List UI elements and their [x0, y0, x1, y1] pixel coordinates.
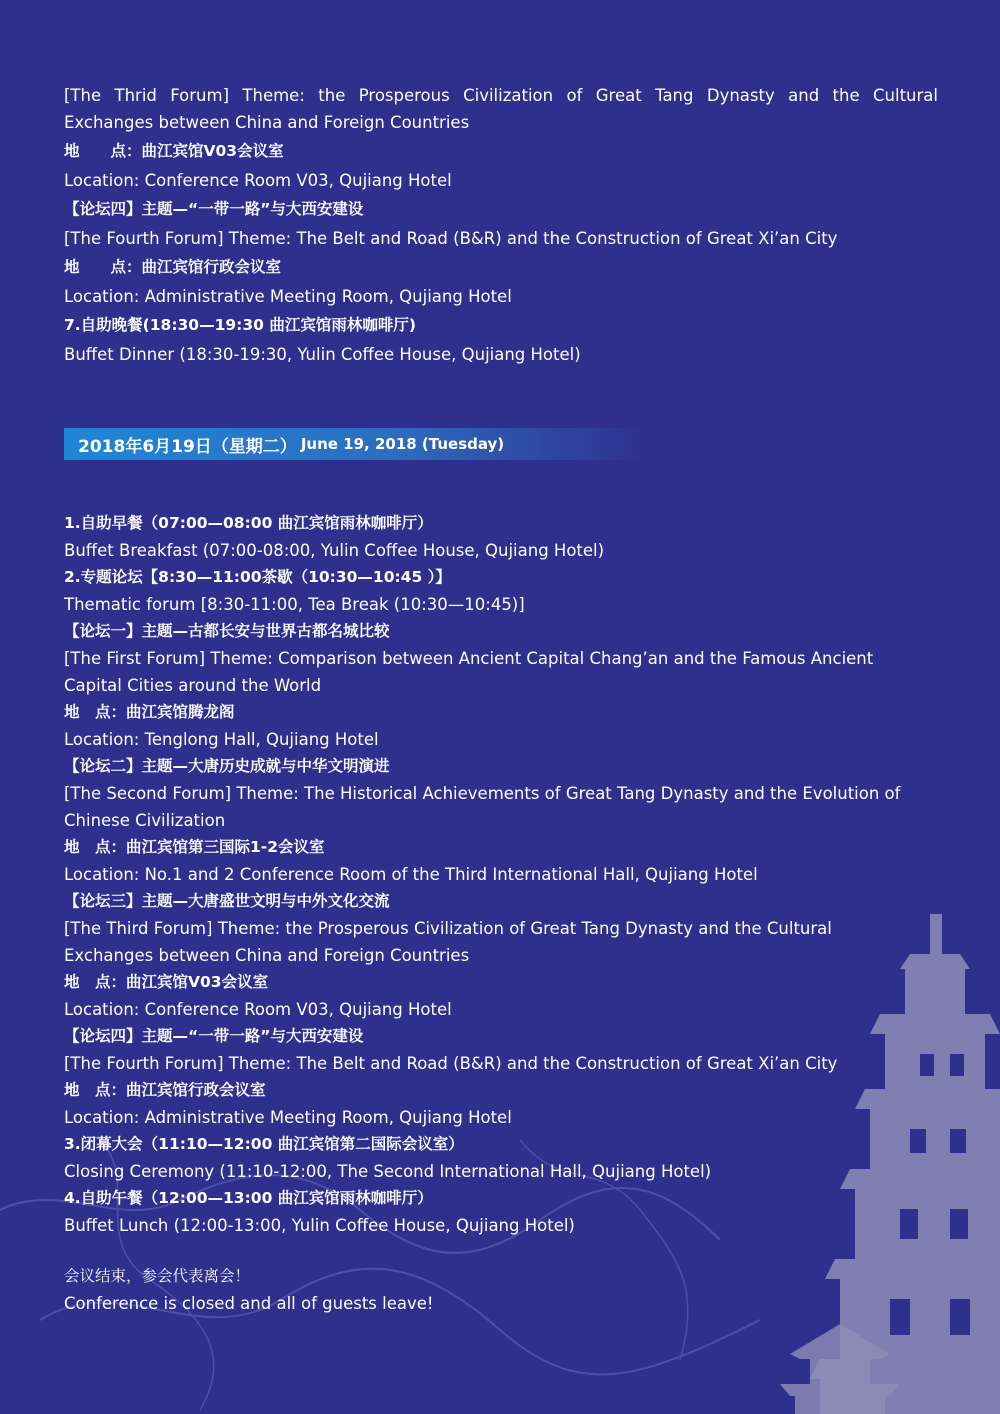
forum2-theme-en-line2: Chinese Civilization — [64, 811, 226, 830]
forum1-theme-en-line1: [The First Forum] Theme: Comparison between Ancient Capital Chang’an and the Famous Ancient — [64, 649, 874, 668]
breakfast-cn: 1.自助早餐（07:00—08:00 曲江宾馆雨林咖啡厅） — [64, 514, 433, 532]
forum4-location-en-day2: Location: Administrative Meeting Room, Qujiang Hotel — [64, 1108, 512, 1127]
lunch-cn: 4.自助午餐（12:00—13:00 曲江宾馆雨林咖啡厅） — [64, 1189, 433, 1207]
closing-ceremony-cn: 3.闭幕大会（11:10—12:00 曲江宾馆第二国际会议室） — [64, 1135, 464, 1153]
forum4-theme-en-day2: [The Fourth Forum] Theme: The Belt and Road (B&R) and the Construction of Great Xi’an City — [64, 1054, 838, 1073]
forum3-location-en-day2: Location: Conference Room V03, Qujiang Hotel — [64, 1000, 452, 1019]
dinner-cn: 7.自助晚餐(18:30—19:30 曲江宾馆雨林咖啡厅) — [64, 316, 416, 334]
forum2-location-en: Location: No.1 and 2 Conference Room of the Third International Hall, Qujiang Hotel — [64, 865, 758, 884]
forum2-theme-en-line1: [The Second Forum] Theme: The Historical Achievements of Great Tang Dynasty and the Evolution of — [64, 784, 901, 803]
date-en: June 19, 2018 (Tuesday) — [300, 435, 505, 453]
forum4-location-cn-day2: 地 点：曲江宾馆行政会议室 — [64, 1081, 266, 1099]
forum3-location-en: Location: Conference Room V03, Qujiang Hotel — [64, 171, 452, 190]
forum1-theme-cn: 【论坛一】主题—古都长安与世界古都名城比较 — [64, 622, 390, 640]
thematic-forum-en: Thematic forum [8:30-11:00, Tea Break (10:30—10:45)] — [64, 595, 525, 614]
forum4-theme-cn-day2: 【论坛四】主题—“一带一路”与大西安建设 — [64, 1027, 364, 1045]
conference-end-cn: 会议结束，参会代表离会！ — [64, 1267, 251, 1285]
forum4-theme-cn: 【论坛四】主题—“一带一路”与大西安建设 — [64, 200, 364, 218]
thematic-forum-cn: 2.专题论坛【8:30—11:00茶歇（10:30—10:45 ）】 — [64, 568, 451, 586]
forum1-location-cn: 地 点：曲江宾馆腾龙阁 — [64, 703, 235, 721]
forum2-location-cn: 地 点：曲江宾馆第三国际1-2会议室 — [64, 838, 325, 856]
date-banner — [64, 428, 650, 460]
lunch-en: Buffet Lunch (12:00-13:00, Yulin Coffee House, Qujiang Hotel) — [64, 1216, 575, 1235]
forum3-location-cn-day2: 地 点：曲江宾馆V03会议室 — [64, 973, 269, 991]
forum1-theme-en-line2: Capital Cities around the World — [64, 676, 322, 695]
forum3-location-cn: 地 点：曲江宾馆V03会议室 — [64, 142, 284, 160]
forum3-theme-en-line2-day2: Exchanges between China and Foreign Countries — [64, 946, 470, 965]
forum3-theme-en-line1: [The Thrid Forum] Theme: the Prosperous Civilization of Great Tang Dynasty and the Cultural — [64, 86, 938, 105]
forum4-location-en: Location: Administrative Meeting Room, Qujiang Hotel — [64, 287, 512, 306]
date-cn: 2018年6月19日（星期二） — [78, 436, 297, 457]
forum1-location-en: Location: Tenglong Hall, Qujiang Hotel — [64, 730, 379, 749]
forum3-theme-en-line2: Exchanges between China and Foreign Countries — [64, 113, 470, 132]
breakfast-en: Buffet Breakfast (07:00-08:00, Yulin Coffee House, Qujiang Hotel) — [64, 541, 605, 560]
dinner-en: Buffet Dinner (18:30-19:30, Yulin Coffee House, Qujiang Hotel) — [64, 345, 581, 364]
conference-end-en: Conference is closed and all of guests leave! — [64, 1294, 434, 1313]
forum2-theme-cn: 【论坛二】主题—大唐历史成就与中华文明演进 — [64, 757, 390, 775]
forum4-theme-en: [The Fourth Forum] Theme: The Belt and Road (B&R) and the Construction of Great Xi’an City — [64, 229, 838, 248]
forum3-theme-en-line1-day2: [The Third Forum] Theme: the Prosperous Civilization of Great Tang Dynasty and the Cultural — [64, 919, 832, 938]
temple-roof-illustration — [780, 1304, 900, 1414]
forum3-theme-cn: 【论坛三】主题—大唐盛世文明与中外文化交流 — [64, 892, 390, 910]
forum4-location-cn: 地 点：曲江宾馆行政会议室 — [64, 258, 282, 276]
closing-ceremony-en: Closing Ceremony (11:10-12:00, The Second International Hall, Qujiang Hotel) — [64, 1162, 712, 1181]
